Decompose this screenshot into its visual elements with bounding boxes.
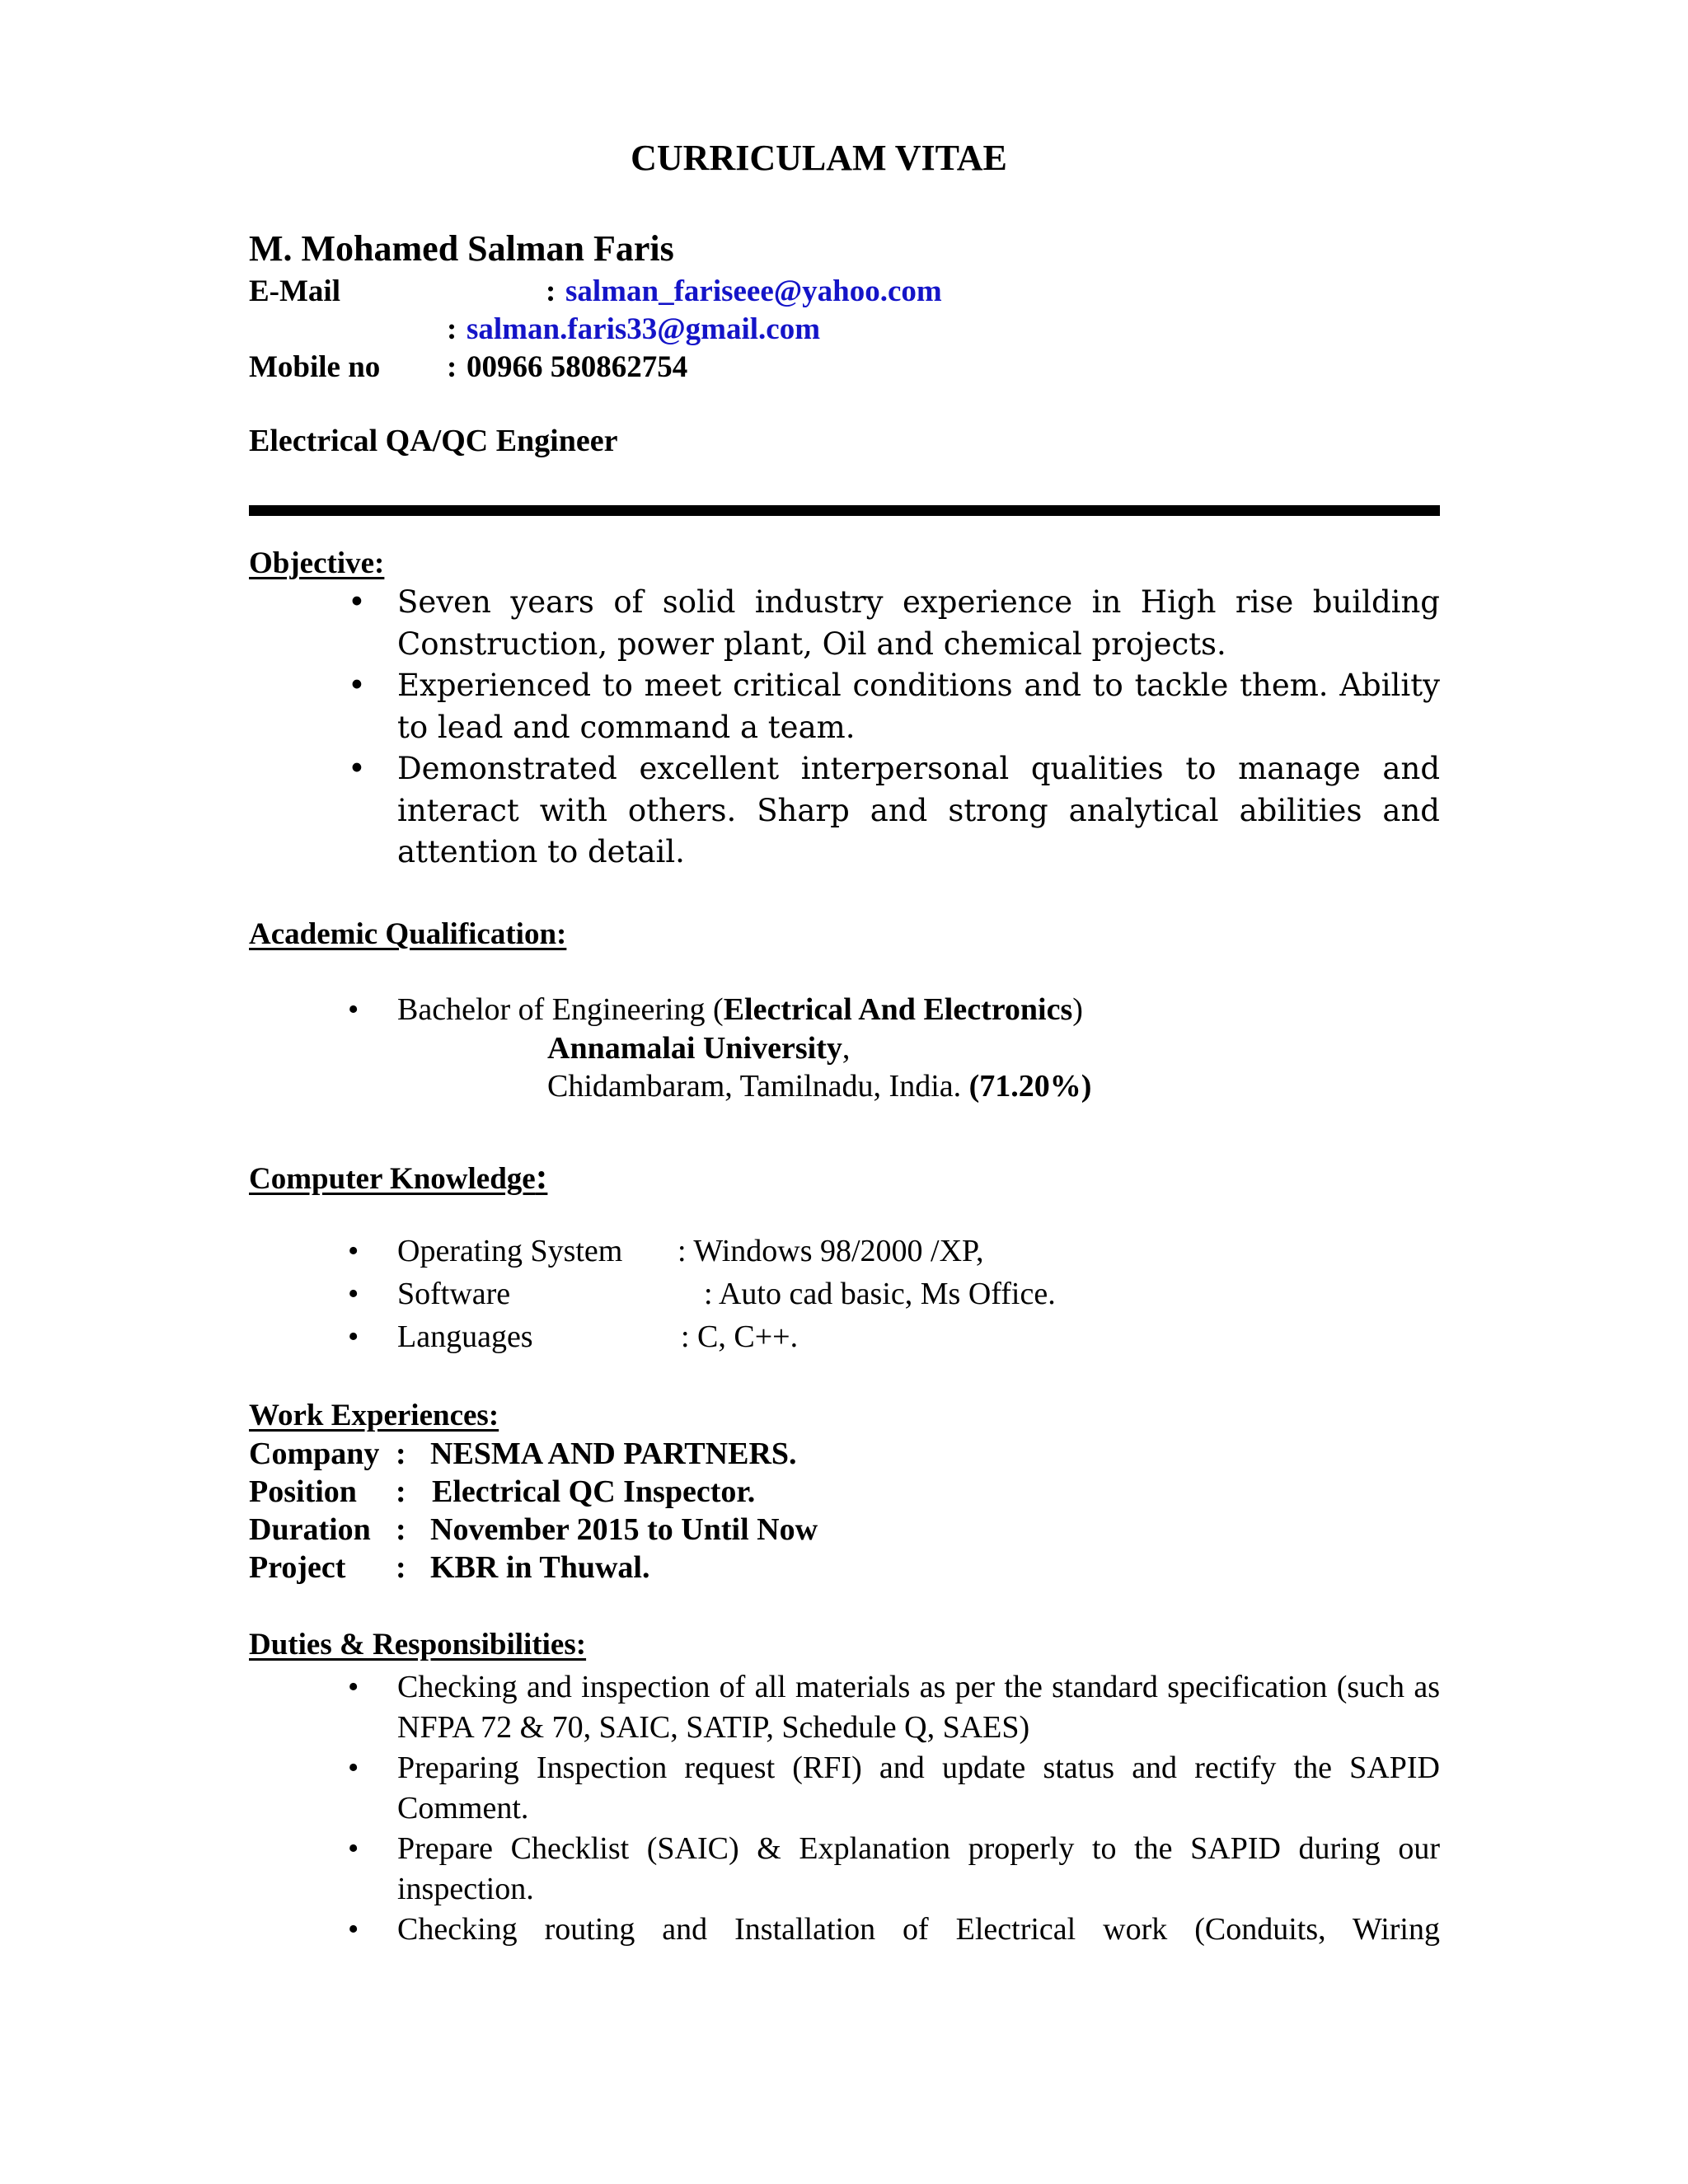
university-suffix: , — [842, 1030, 851, 1066]
computer-heading-colon: : — [535, 1156, 548, 1197]
objective-list — [397, 582, 1440, 874]
list-item: • Demonstrated excellent interpersonal qualities to manage and interact with others. Sharp and strong analytical abilities and attention to detail. — [397, 748, 1440, 874]
university-location: Chidambaram, Tamilnadu, India. — [547, 1069, 962, 1104]
bullet: • — [348, 1277, 359, 1311]
work-value: NESMA AND PARTNERS. — [430, 1436, 797, 1471]
mobile-separator: : — [447, 350, 457, 384]
work-label: Duration — [249, 1512, 371, 1547]
work-value: November 2015 to Until Now — [430, 1512, 818, 1547]
mobile-label: Mobile no — [249, 350, 381, 384]
computer-heading — [249, 1155, 547, 1197]
degree-major: Electrical And Electronics — [723, 992, 1073, 1027]
mobile-number: 00966 580862754 — [467, 350, 688, 384]
email-separator-2: : — [447, 312, 457, 346]
list-item: • Checking and inspection of all materials as per the standard specification (such as NFPA 72 & 70, SAIC, SATIP, Schedule Q, SAES) — [397, 1667, 1440, 1748]
objective-heading: Objective: — [249, 546, 385, 580]
degree-suffix: ) — [1072, 992, 1083, 1027]
work-label: Position — [249, 1474, 357, 1509]
list-item: • Checking routing and Installation of Electrical work (Conduits, Wiring — [397, 1910, 1440, 1950]
list-item: • Prepare Checklist (SAIC) & Explanation properly to the SAPID during our inspection. — [397, 1829, 1440, 1910]
email-label: E-Mail — [249, 274, 340, 308]
location-line — [397, 1067, 1440, 1106]
work-label: Project — [249, 1550, 346, 1585]
list-item: • Experienced to meet critical conditions and to tackle them. Ability to lead and command a team. — [397, 665, 1440, 748]
work-value: Electrical QC Inspector. — [432, 1474, 756, 1509]
work-value: KBR in Thuwal. — [430, 1550, 650, 1585]
computer-value: : Auto cad basic, Ms Office. — [704, 1277, 1056, 1311]
candidate-name: M. Mohamed Salman Faris — [249, 228, 674, 269]
bullet: • — [348, 1319, 359, 1354]
degree-score: (71.20%) — [968, 1069, 1092, 1104]
academic-heading: Academic Qualification: — [249, 917, 567, 951]
computer-label: Languages — [397, 1319, 533, 1354]
work-heading: Work Experiences: — [249, 1399, 499, 1432]
document-title: CURRICULAM VITAE — [631, 138, 1007, 178]
work-label: Company — [249, 1436, 380, 1471]
header-divider — [249, 505, 1440, 516]
computer-value: : C, C++. — [681, 1319, 799, 1354]
university-line — [397, 1029, 1440, 1068]
computer-label: Software — [397, 1277, 511, 1311]
job-role: Electrical QA/QC Engineer — [249, 424, 618, 458]
email-separator-1: : — [546, 274, 556, 308]
email-link-2[interactable]: salman.faris33@gmail.com — [467, 312, 821, 346]
work-separator: : — [396, 1436, 406, 1471]
email-link-1[interactable]: salman_fariseee@yahoo.com — [565, 274, 942, 308]
duties-heading: Duties & Responsibilities: — [249, 1628, 587, 1661]
university-name: Annamalai University — [547, 1030, 842, 1066]
list-item: • Seven years of solid industry experience in High rise building Construction, power plant, Oil and chemical projects. — [397, 582, 1440, 665]
duties-list — [397, 1667, 1440, 1950]
bullet: • — [348, 1234, 359, 1268]
work-separator: : — [396, 1550, 406, 1585]
degree-item — [397, 991, 1440, 1106]
list-item: • Preparing Inspection request (RFI) and update status and rectify the SAPID Comment. — [397, 1748, 1440, 1829]
academic-list — [397, 991, 1440, 1106]
degree-prefix: Bachelor of Engineering ( — [397, 992, 724, 1027]
computer-value: : Windows 98/2000 /XP, — [678, 1234, 984, 1268]
computer-label: Operating System — [397, 1234, 623, 1268]
work-separator: : — [396, 1474, 406, 1509]
computer-heading-text: Computer Knowledge — [249, 1162, 536, 1196]
work-separator: : — [396, 1512, 406, 1547]
